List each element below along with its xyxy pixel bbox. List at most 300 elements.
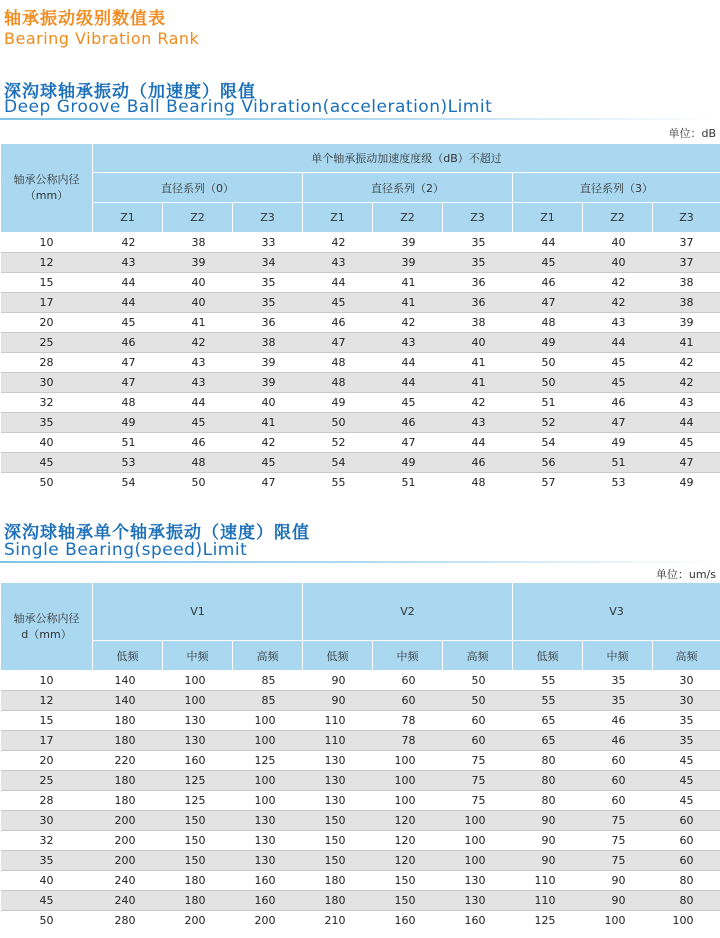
accel-value-cell: 36 — [443, 293, 513, 313]
speed-value-cell: 125 — [534, 914, 556, 928]
accel-subheader-cell: Z2 — [583, 203, 653, 233]
accel-value-cell: 51 — [121, 436, 136, 449]
accel-value-cell: 45 — [303, 293, 373, 313]
accel-value-cell: 49 — [513, 333, 583, 353]
speed-table-row — [1, 771, 720, 791]
accel-value-cell: 50 — [191, 476, 206, 490]
accel-value-cell: 53 — [611, 476, 626, 490]
accel-value-cell: 42 — [679, 356, 694, 369]
accel-value-cell: 42 — [163, 333, 233, 353]
accel-table-row — [1, 293, 720, 313]
accel-table-row — [1, 413, 720, 433]
speed-value-cell: 78 — [401, 714, 416, 727]
speed-value-cell: 60 — [373, 691, 443, 711]
accel-value-cell: 38 — [471, 316, 486, 329]
speed-value-cell: 150 — [373, 891, 443, 911]
accel-table-row — [1, 373, 720, 393]
accel-value-cell: 54 — [541, 436, 556, 449]
speed-header-diameter: 轴承公称内径 d（mm） — [1, 583, 93, 671]
accel-table-row — [1, 473, 720, 493]
speed-value-cell: 35 — [679, 714, 694, 727]
accel-header-group: 直径系列（3） — [513, 173, 720, 203]
speed-value-cell: 180 — [114, 794, 136, 807]
speed-value-cell: 140 — [114, 674, 136, 687]
accel-value-cell: 43 — [191, 356, 206, 369]
accel-value-cell: 39 — [373, 253, 443, 273]
speed-value-cell: 46 — [611, 714, 626, 727]
speed-value-cell: 125 — [254, 754, 276, 767]
accel-value-cell: 42 — [401, 316, 416, 329]
accel-value-cell: 49 — [373, 453, 443, 473]
speed-value-cell: 45 — [679, 754, 694, 767]
accel-value-cell: 42 — [261, 436, 276, 449]
accel-value-cell: 48 — [163, 453, 233, 473]
speed-table-row — [1, 871, 720, 891]
speed-value-cell: 60 — [679, 834, 694, 847]
speed-value-cell: 160 — [254, 874, 276, 887]
speed-value-cell: 80 — [541, 754, 556, 767]
accel-value-cell: 44 — [191, 396, 206, 409]
speed-table-row — [1, 831, 720, 851]
speed-value-cell: 130 — [464, 874, 486, 887]
accel-bore-cell: 28 — [39, 356, 54, 369]
accel-value-cell: 43 — [303, 253, 373, 273]
accel-section-title: 深沟球轴承振动（加速度）限值 — [4, 82, 256, 102]
speed-value-cell: 180 — [163, 891, 233, 911]
speed-value-cell: 110 — [324, 714, 346, 727]
accel-value-cell: 46 — [93, 333, 163, 353]
speed-value-cell: 130 — [233, 811, 303, 831]
accel-value-cell: 35 — [443, 253, 513, 273]
accel-value-cell: 42 — [331, 236, 346, 249]
speed-value-cell: 55 — [541, 674, 556, 687]
accel-value-cell: 54 — [303, 453, 373, 473]
speed-value-cell: 180 — [324, 874, 346, 887]
accel-section-subtitle: Deep Groove Ball Bearing Vibration(acceleration)Limit — [4, 97, 493, 117]
speed-value-cell: 35 — [611, 674, 626, 687]
accel-value-cell: 37 — [653, 253, 720, 273]
speed-section-subtitle: Single Bearing(speed)Limit — [4, 540, 248, 560]
accel-value-cell: 41 — [653, 333, 720, 353]
speed-value-cell: 100 — [254, 714, 276, 727]
accel-value-cell: 37 — [679, 236, 694, 249]
speed-value-cell: 46 — [583, 731, 653, 751]
accel-title-rule — [0, 118, 720, 120]
speed-value-cell: 150 — [184, 834, 206, 847]
speed-subheader-cell: 低频 — [513, 641, 583, 671]
accel-value-cell: 45 — [121, 316, 136, 329]
accel-value-cell: 45 — [513, 253, 583, 273]
accel-table-row — [1, 233, 720, 253]
speed-table-row — [1, 891, 720, 911]
accel-value-cell: 44 — [331, 276, 346, 289]
speed-value-cell: 30 — [653, 691, 720, 711]
speed-value-cell: 180 — [93, 771, 163, 791]
speed-bore-cell: 15 — [39, 714, 54, 727]
accel-value-cell: 48 — [471, 476, 486, 490]
accel-value-cell: 39 — [679, 316, 694, 329]
accel-value-cell: 44 — [373, 373, 443, 393]
speed-value-cell: 125 — [184, 794, 206, 807]
speed-value-cell: 65 — [541, 714, 556, 727]
speed-value-cell: 110 — [513, 891, 583, 911]
speed-value-cell: 160 — [184, 754, 206, 767]
speed-value-cell: 200 — [93, 851, 163, 871]
speed-bore-cell: 30 — [1, 811, 93, 831]
speed-value-cell: 60 — [443, 731, 513, 751]
speed-header-group: V2 — [303, 583, 513, 641]
accel-value-cell: 57 — [541, 476, 556, 490]
accel-value-cell: 47 — [303, 333, 373, 353]
accel-value-cell: 43 — [163, 373, 233, 393]
speed-subheader-cell: 高频 — [653, 641, 720, 671]
speed-value-cell: 60 — [653, 811, 720, 831]
accel-value-cell: 47 — [121, 356, 136, 369]
accel-value-cell: 56 — [513, 453, 583, 473]
accel-value-cell: 41 — [401, 276, 416, 289]
accel-bore-cell: 25 — [1, 333, 93, 353]
speed-value-cell: 150 — [303, 851, 373, 871]
speed-value-cell: 100 — [464, 834, 486, 847]
speed-subheader-cell: 中频 — [583, 641, 653, 671]
accel-value-cell: 50 — [513, 373, 583, 393]
speed-bore-cell: 50 — [39, 914, 54, 928]
accel-bore-cell: 17 — [1, 293, 93, 313]
accel-value-cell: 38 — [233, 333, 303, 353]
speed-value-cell: 100 — [184, 674, 206, 687]
accel-bore-cell: 30 — [1, 373, 93, 393]
speed-value-cell: 130 — [324, 754, 346, 767]
speed-section-title: 深沟球轴承单个轴承振动（速度）限值 — [4, 523, 310, 543]
speed-value-cell: 80 — [513, 771, 583, 791]
accel-value-cell: 43 — [679, 396, 694, 409]
speed-value-cell: 160 — [394, 914, 416, 928]
speed-value-cell: 60 — [583, 771, 653, 791]
speed-value-cell: 180 — [184, 874, 206, 887]
speed-value-cell: 100 — [373, 771, 443, 791]
accel-value-cell: 44 — [401, 356, 416, 369]
accel-value-cell: 36 — [261, 316, 276, 329]
accel-value-cell: 38 — [653, 293, 720, 313]
accel-value-cell: 45 — [583, 373, 653, 393]
speed-header-group: V3 — [513, 583, 720, 641]
accel-unit-label: 单位：dB — [668, 127, 716, 140]
accel-value-cell: 41 — [373, 293, 443, 313]
accel-subheader-cell: Z1 — [303, 203, 373, 233]
accel-value-cell: 48 — [303, 373, 373, 393]
speed-title-rule — [0, 561, 720, 563]
accel-value-cell: 38 — [679, 276, 694, 289]
accel-table-row — [1, 333, 720, 353]
speed-subheader-cell: 高频 — [443, 641, 513, 671]
accel-value-cell: 46 — [541, 276, 556, 289]
accel-value-cell: 35 — [261, 276, 276, 289]
speed-value-cell: 130 — [443, 891, 513, 911]
accel-value-cell: 46 — [443, 453, 513, 473]
speed-value-cell: 200 — [93, 811, 163, 831]
speed-bore-cell: 28 — [39, 794, 54, 807]
speed-bore-cell: 40 — [39, 874, 54, 887]
speed-bore-cell: 10 — [39, 674, 54, 687]
accel-value-cell: 45 — [611, 356, 626, 369]
accel-value-cell: 34 — [233, 253, 303, 273]
speed-subheader-cell: 中频 — [163, 641, 233, 671]
speed-value-cell: 45 — [653, 771, 720, 791]
accel-bore-cell: 40 — [39, 436, 54, 449]
speed-header-group: V1 — [93, 583, 303, 641]
accel-subheader-cell: Z3 — [653, 203, 720, 233]
speed-table-row — [1, 791, 720, 811]
speed-value-cell: 130 — [233, 851, 303, 871]
speed-value-cell: 180 — [114, 714, 136, 727]
speed-value-cell: 100 — [233, 771, 303, 791]
speed-value-cell: 50 — [471, 674, 486, 687]
accel-value-cell: 46 — [191, 436, 206, 449]
accel-header-diameter: 轴承公称内径 （mm） — [1, 144, 93, 233]
accel-value-cell: 42 — [121, 236, 136, 249]
accel-value-cell: 40 — [443, 333, 513, 353]
speed-value-cell: 130 — [254, 834, 276, 847]
speed-value-cell: 75 — [471, 794, 486, 807]
accel-value-cell: 42 — [611, 276, 626, 289]
accel-value-cell: 45 — [163, 413, 233, 433]
speed-value-cell: 100 — [604, 914, 626, 928]
accel-table-row — [1, 253, 720, 273]
speed-value-cell: 90 — [331, 674, 346, 687]
accel-value-cell: 33 — [261, 236, 276, 249]
accel-value-cell: 47 — [401, 436, 416, 449]
speed-value-cell: 90 — [513, 851, 583, 871]
accel-bore-cell: 15 — [39, 276, 54, 289]
speed-value-cell: 130 — [163, 731, 233, 751]
speed-value-cell: 160 — [464, 914, 486, 928]
accel-value-cell: 51 — [401, 476, 416, 490]
speed-value-cell: 180 — [303, 891, 373, 911]
speed-value-cell: 200 — [254, 914, 276, 928]
accel-value-cell: 55 — [331, 476, 346, 490]
accel-bore-cell: 32 — [39, 396, 54, 409]
speed-value-cell: 85 — [261, 674, 276, 687]
accel-value-cell: 35 — [471, 236, 486, 249]
speed-bore-cell: 45 — [1, 891, 93, 911]
accel-bore-cell: 50 — [39, 476, 54, 490]
accel-table-row — [1, 453, 720, 473]
speed-table-row — [1, 691, 720, 711]
accel-value-cell: 40 — [191, 276, 206, 289]
speed-value-cell: 200 — [184, 914, 206, 928]
accel-bore-cell: 12 — [1, 253, 93, 273]
accel-bore-cell: 45 — [1, 453, 93, 473]
accel-value-cell: 45 — [233, 453, 303, 473]
speed-value-cell: 150 — [324, 834, 346, 847]
accel-value-cell: 48 — [541, 316, 556, 329]
accel-value-cell: 42 — [583, 293, 653, 313]
accel-value-cell: 50 — [541, 356, 556, 369]
speed-value-cell: 65 — [513, 731, 583, 751]
speed-value-cell: 140 — [93, 691, 163, 711]
speed-value-cell: 50 — [443, 691, 513, 711]
speed-value-cell: 280 — [114, 914, 136, 928]
accel-value-cell: 41 — [471, 356, 486, 369]
speed-table-row — [1, 911, 720, 931]
speed-value-cell: 80 — [541, 794, 556, 807]
accel-value-cell: 39 — [163, 253, 233, 273]
accel-value-cell: 50 — [303, 413, 373, 433]
speed-value-cell: 130 — [303, 771, 373, 791]
accel-value-cell: 43 — [373, 333, 443, 353]
speed-bore-cell: 12 — [1, 691, 93, 711]
speed-limit-table — [0, 582, 720, 931]
accel-value-cell: 42 — [653, 373, 720, 393]
speed-value-cell: 100 — [394, 754, 416, 767]
speed-value-cell: 100 — [443, 851, 513, 871]
speed-value-cell: 75 — [611, 834, 626, 847]
accel-value-cell: 44 — [541, 236, 556, 249]
accel-value-cell: 40 — [611, 236, 626, 249]
speed-value-cell: 200 — [114, 834, 136, 847]
accel-value-cell: 44 — [583, 333, 653, 353]
accel-value-cell: 44 — [471, 436, 486, 449]
accel-value-cell: 40 — [261, 396, 276, 409]
speed-value-cell: 150 — [163, 811, 233, 831]
speed-value-cell: 120 — [394, 834, 416, 847]
accel-value-cell: 46 — [373, 413, 443, 433]
accel-value-cell: 48 — [331, 356, 346, 369]
accel-subheader-cell: Z1 — [513, 203, 583, 233]
speed-value-cell: 90 — [303, 691, 373, 711]
accel-table-row — [1, 353, 720, 373]
speed-subheader-cell: 低频 — [303, 641, 373, 671]
speed-bore-cell: 25 — [1, 771, 93, 791]
speed-value-cell: 85 — [233, 691, 303, 711]
accel-value-cell: 41 — [191, 316, 206, 329]
accel-table-row — [1, 393, 720, 413]
speed-value-cell: 180 — [93, 731, 163, 751]
accel-header-group: 直径系列（2） — [303, 173, 513, 203]
accel-value-cell: 47 — [261, 476, 276, 490]
speed-value-cell: 90 — [611, 874, 626, 887]
accel-value-cell: 49 — [93, 413, 163, 433]
accel-value-cell: 41 — [443, 373, 513, 393]
accel-value-cell: 53 — [93, 453, 163, 473]
speed-value-cell: 60 — [611, 794, 626, 807]
accel-value-cell: 44 — [121, 276, 136, 289]
speed-value-cell: 120 — [373, 811, 443, 831]
accel-value-cell: 47 — [653, 453, 720, 473]
accel-value-cell: 38 — [191, 236, 206, 249]
speed-unit-label: 单位：um/s — [655, 568, 716, 581]
accel-value-cell: 46 — [331, 316, 346, 329]
speed-value-cell: 120 — [373, 851, 443, 871]
accel-value-cell: 46 — [611, 396, 626, 409]
speed-value-cell: 110 — [534, 874, 556, 887]
speed-value-cell: 240 — [93, 891, 163, 911]
accel-value-cell: 39 — [261, 356, 276, 369]
speed-table-row — [1, 851, 720, 871]
speed-bore-cell: 20 — [39, 754, 54, 767]
speed-value-cell: 60 — [471, 714, 486, 727]
speed-value-cell: 90 — [541, 834, 556, 847]
speed-value-cell: 75 — [583, 811, 653, 831]
speed-value-cell: 45 — [679, 794, 694, 807]
accel-bore-cell: 20 — [39, 316, 54, 329]
speed-table-row — [1, 731, 720, 751]
speed-value-cell: 75 — [443, 771, 513, 791]
speed-value-cell: 80 — [653, 891, 720, 911]
accel-value-cell: 47 — [93, 373, 163, 393]
speed-value-cell: 78 — [373, 731, 443, 751]
page-subtitle: Bearing Vibration Rank — [4, 29, 200, 48]
accel-subheader-cell: Z1 — [93, 203, 163, 233]
speed-value-cell: 130 — [184, 714, 206, 727]
accel-value-cell: 36 — [471, 276, 486, 289]
accel-value-cell: 45 — [401, 396, 416, 409]
accel-value-cell: 52 — [331, 436, 346, 449]
speed-value-cell: 150 — [163, 851, 233, 871]
speed-value-cell: 75 — [583, 851, 653, 871]
speed-value-cell: 160 — [233, 891, 303, 911]
accel-bore-cell: 10 — [39, 236, 54, 249]
accel-value-cell: 49 — [611, 436, 626, 449]
accel-value-cell: 39 — [401, 236, 416, 249]
speed-value-cell: 80 — [679, 874, 694, 887]
speed-value-cell: 100 — [254, 794, 276, 807]
speed-value-cell: 100 — [672, 914, 694, 928]
accel-value-cell: 43 — [443, 413, 513, 433]
accel-subheader-cell: Z3 — [233, 203, 303, 233]
accel-value-cell: 47 — [513, 293, 583, 313]
accel-table-row — [1, 313, 720, 333]
accel-value-cell: 47 — [583, 413, 653, 433]
speed-value-cell: 35 — [583, 691, 653, 711]
accel-header-group: 直径系列（0） — [93, 173, 303, 203]
speed-value-cell: 75 — [471, 754, 486, 767]
accel-value-cell: 49 — [679, 476, 694, 490]
speed-value-cell: 60 — [401, 674, 416, 687]
accel-value-cell: 43 — [93, 253, 163, 273]
speed-subheader-cell: 中频 — [373, 641, 443, 671]
accel-subheader-cell: Z3 — [443, 203, 513, 233]
accel-value-cell: 35 — [233, 293, 303, 313]
accel-value-cell: 43 — [611, 316, 626, 329]
speed-value-cell: 125 — [163, 771, 233, 791]
accel-bore-cell: 35 — [1, 413, 93, 433]
accel-subheader-cell: Z2 — [373, 203, 443, 233]
accel-value-cell: 49 — [331, 396, 346, 409]
accel-value-cell: 44 — [93, 293, 163, 313]
speed-table-row — [1, 751, 720, 771]
accel-header-top: 单个轴承振动加速度度级（dB）不超过 — [93, 144, 720, 173]
speed-value-cell: 240 — [114, 874, 136, 887]
speed-value-cell: 60 — [653, 851, 720, 871]
accel-table-row — [1, 273, 720, 293]
accel-value-cell: 52 — [513, 413, 583, 433]
accel-value-cell: 44 — [653, 413, 720, 433]
speed-value-cell: 30 — [679, 674, 694, 687]
speed-value-cell: 220 — [114, 754, 136, 767]
speed-bore-cell: 35 — [1, 851, 93, 871]
accel-table-row — [1, 433, 720, 453]
accel-value-cell: 54 — [121, 476, 136, 490]
speed-value-cell: 60 — [611, 754, 626, 767]
speed-value-cell: 100 — [233, 731, 303, 751]
accel-value-cell: 51 — [583, 453, 653, 473]
accel-value-cell: 45 — [679, 436, 694, 449]
accel-value-cell: 51 — [541, 396, 556, 409]
speed-table-row — [1, 671, 720, 691]
speed-value-cell: 150 — [394, 874, 416, 887]
speed-value-cell: 210 — [324, 914, 346, 928]
